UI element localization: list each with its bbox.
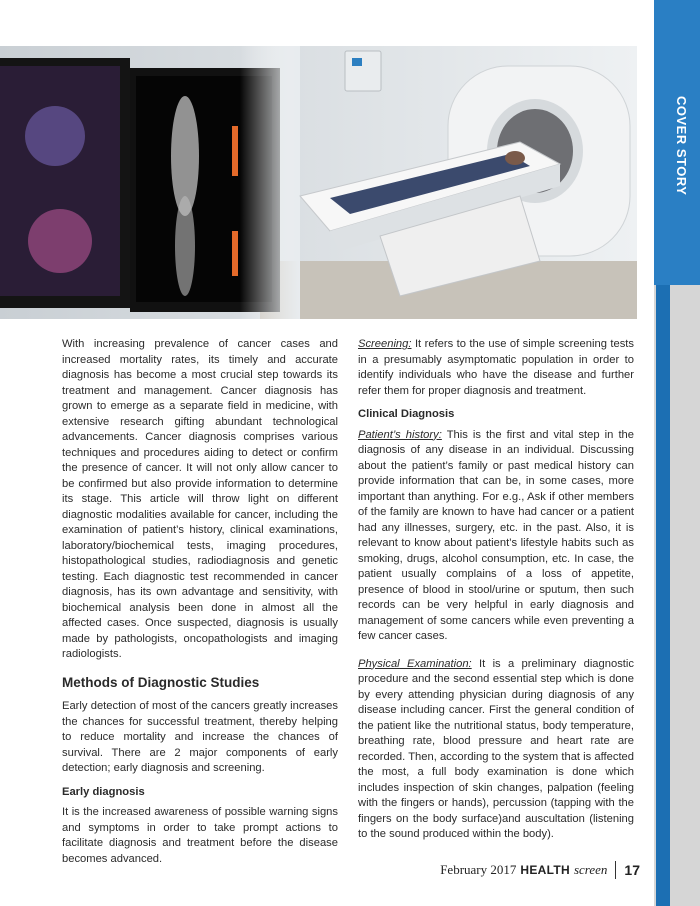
page-footer <box>440 860 640 880</box>
page-number: 17 <box>624 862 640 878</box>
section-heading: Methods of Diagnostic Studies <box>62 674 260 690</box>
ct-scanner-photo <box>0 46 637 319</box>
early-diagnosis-paragraph: It is the increased awareness of possible warning signs and symptoms in order to take prompt actions to facilitate diagnosis and treatment before the disease becomes advanced. <box>62 806 338 865</box>
section-tab-label: COVER STORY <box>674 96 689 196</box>
issue-date: February 2017 <box>440 862 517 877</box>
history-paragraph <box>358 428 634 645</box>
hero-image <box>0 46 637 319</box>
exam-text: It is a preliminary diagnostic procedure and the second essential step which is done by every attending physician during diagnosis of any disease including cancer. First the general condition of the patient like the nutritional status, body temperature, breathing rate, blood pressure and heart rate are recorded. Then, according to the system that is affected the most, a full body examination is done which includes inspection of skin changes, palpation (feeling with the fingers or hands), percussion (tapping with the fingers on the body surface)and auscultation (listening to the sound produced within the body). <box>358 657 634 840</box>
brand-logo-script: screen <box>573 862 608 877</box>
left-column <box>62 337 338 875</box>
history-text: This is the first and vital step in the diagnosis of any disease in an individual. Discussing about the patient’s family or past medical history can provide information that can be, in some cases, more important than anything. For e.g., Ask if other members of the family are known to have had cancer or a patient had any illnesses, surgery, etc. in the past. Also, it is relevant to know about patient’s lifestyle habits such as smoking, drugs, alcohol consumption, etc. In case, the patient usually complains of a loss of appetite, presence of blood in stool/urine or sputum, then such records can be very helpful in early diagnosis and management of some cancers while even preventing a few cancer cases. <box>358 428 635 642</box>
right-column <box>358 337 634 851</box>
screening-lead: Screening: <box>358 338 412 350</box>
subheading-early-diagnosis: Early diagnosis <box>62 785 145 798</box>
footer-divider <box>615 861 616 879</box>
intro-paragraph: With increasing prevalence of cancer cases and increased mortality rates, its timely and accurate diagnosis has become a most crucial step towards its treatment and management. Cancer diagnosis has grown to emerge as a separate field in medicine, with extensive research gifting abundant technological advancements. Cancer diagnosis comprises various techniques and procedures aiding to detect or confirm the presence of cancer. It will not only allow cancer to be confirmed but also provide information to determine its stage. This article will throw light on different diagnostic modalities available for cancer, including the examination of patient’s history, clinical examinations, laboratory/biochemical tests, imaging procedures, histopathological studies, radiodiagnosis and genetic testing. Each diagnostic test recommended in cancer diagnosis, has its own advantage and sensitivity, with biochemical analysis been done in almost all the affected cases. Once suspected, diagnosis is usually made by pathologists, oncopathologists and imaging radiologists. <box>62 338 338 660</box>
history-lead: Patient’s history: <box>358 428 442 441</box>
exam-lead: Physical Examination: <box>358 657 472 670</box>
subheading-clinical-diagnosis: Clinical Diagnosis <box>358 408 455 420</box>
brand-logo-bold: HEALTH <box>520 863 570 877</box>
methods-paragraph: Early detection of most of the cancers greatly increases the chances for successful treatment, thereby helping to reduce mortality and increase the chances of survival. There are 2 major components of early detection; early diagnosis and screening. <box>62 700 338 774</box>
screening-text: It refers to the use of simple screening tests in a presumably asymptomatic population in order to identify individuals who have the disease and further refer them for proper diagnosis and treatment. <box>358 338 634 397</box>
screening-paragraph <box>358 337 634 399</box>
exam-paragraph <box>358 657 634 843</box>
side-band-stripe <box>656 285 670 906</box>
